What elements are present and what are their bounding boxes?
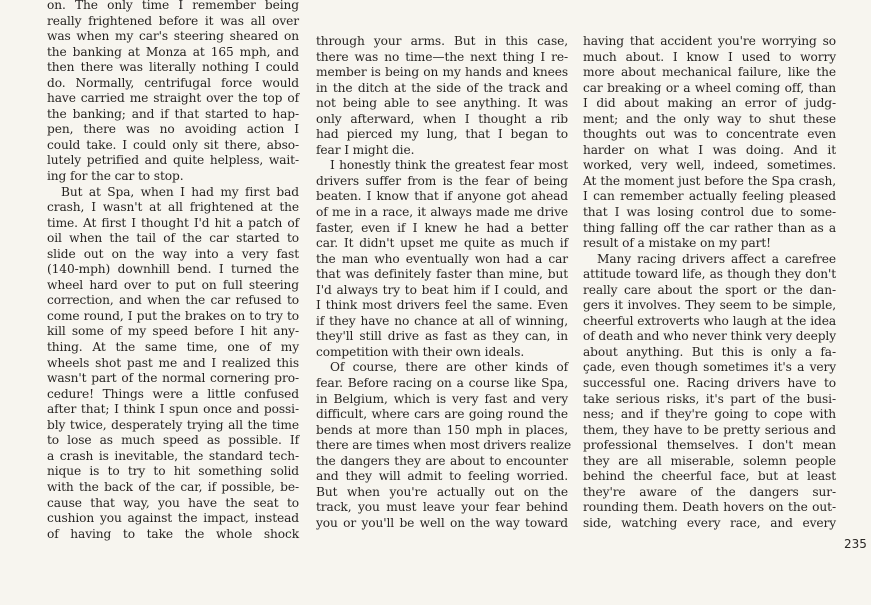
- text-line: bly twice, desperately trying all the time: [47, 417, 299, 432]
- text-line: through your arms. But in this case,: [316, 34, 568, 48]
- text-line: çade, even though sometimes it's a very: [583, 360, 836, 375]
- text-line: them, they have to be pretty serious and: [583, 422, 836, 437]
- text-line: professional themselves. I don't mean: [583, 438, 836, 453]
- text-line: that was definitely faster than mine, but: [316, 267, 568, 282]
- text-line: wheel hard over to put on full steering: [47, 277, 299, 292]
- text-line: you or you'll be well on the way toward: [316, 515, 568, 530]
- text-line: and they will admit to feeling worried.: [316, 469, 568, 484]
- text-line: to lose as much speed as possible. If: [47, 433, 299, 448]
- text-line: having that accident you're worrying so: [583, 34, 836, 48]
- text-line: Of course, there are other kinds of: [330, 360, 568, 375]
- text-line: ing for the car to stop.: [47, 169, 184, 184]
- text-column-1: [47, 0, 299, 542]
- text-line: ness; and if they're going to cope with: [583, 407, 836, 422]
- text-line: that I was losing control due to some-: [583, 205, 836, 220]
- text-line: behind the cheerful face, but at least: [583, 469, 836, 484]
- text-line: successful one. Racing drivers have to: [583, 376, 836, 391]
- text-line: But at Spa, when I had my first bad: [61, 184, 299, 199]
- text-line: lutely petrified and quite helpless, wait-: [47, 153, 299, 168]
- text-line: oil when the tail of the car started to: [47, 231, 299, 246]
- text-line: the man who eventually won had a car: [316, 251, 568, 266]
- text-line: take serious risks, it's part of the busi-: [583, 391, 836, 406]
- text-line: fear. Before racing on a course like Spa,: [316, 376, 568, 391]
- text-line: come round, I put the brakes on to try to: [47, 308, 299, 323]
- text-line: correction, and when the car refused to: [47, 293, 299, 308]
- text-line: I'd always try to beat him if I could, and: [316, 282, 568, 297]
- text-line: difficult, where cars are going round the: [316, 407, 568, 422]
- text-line: bends at more than 150 mph in places,: [316, 422, 568, 437]
- text-line: in Belgium, which is very fast and very: [316, 391, 568, 406]
- text-line: have carried me straight over the top of: [47, 91, 299, 106]
- text-line: do. Normally, centrifugal force would: [47, 75, 299, 90]
- text-line: more about mechanical failure, like the: [583, 65, 836, 80]
- text-line: (140-mph) downhill bend. I turned the: [47, 262, 299, 277]
- text-line: they're aware of the dangers sur-: [583, 484, 836, 499]
- text-line: was when my car's steering sheared on: [47, 29, 299, 44]
- text-line: after that; I think I spun once and possi-: [47, 402, 299, 417]
- text-line: if they have no chance at all of winning,: [316, 313, 568, 328]
- text-line: really frightened before it was all over: [47, 13, 299, 28]
- text-line: not being able to see anything. It was: [316, 96, 568, 111]
- text-line: thing falling off the car rather than as a: [583, 220, 836, 235]
- text-column-2: [316, 34, 572, 532]
- text-column-3: [583, 34, 836, 532]
- text-line: in the ditch at the side of the track and: [316, 80, 568, 95]
- text-line: there are times when most drivers realize: [316, 438, 572, 453]
- text-line: really care about the sport or the dan-: [583, 282, 836, 297]
- text-line: thing. At the same time, one of my: [47, 340, 299, 355]
- text-line: drivers suffer from is the fear of being: [316, 173, 568, 188]
- text-line: slide out on the way into a very fast: [47, 246, 299, 261]
- text-line: nique is to try to hit something solid: [47, 464, 299, 479]
- text-line: only afterward, when I thought a rib: [316, 111, 568, 126]
- text-line: there was no time—the next thing I re-: [316, 49, 568, 64]
- text-line: ment; and the only way to shut these: [583, 111, 836, 126]
- page-number: 235: [844, 537, 867, 551]
- text-line: result of a mistake on my part!: [583, 236, 771, 251]
- text-line: attitude toward life, as though they don't: [583, 267, 836, 282]
- text-line: fear I might die.: [316, 142, 415, 157]
- text-line: But when you're actually out on the: [316, 484, 568, 499]
- text-line: I did about making an error of judg-: [583, 96, 836, 111]
- text-line: they'll still drive as fast as they can, in: [316, 329, 568, 344]
- text-line: had pierced my lung, that I began to: [316, 127, 568, 142]
- text-line: car. It didn't upset me quite as much if: [316, 236, 568, 251]
- text-line: of me in a race, it always made me drive: [316, 205, 568, 220]
- text-line: with the back of the car, if possible, be-: [47, 479, 299, 494]
- text-line: wheels shot past me and I realized this: [47, 355, 299, 370]
- text-line: time. At first I thought I'd hit a patch of: [47, 215, 299, 230]
- text-line: side, watching every race, and every: [583, 515, 836, 530]
- text-line: of death and who never think very deeply: [583, 329, 837, 344]
- text-line: harder on what I was doing. And it: [583, 142, 836, 157]
- text-line: thoughts out was to concentrate even: [583, 127, 836, 142]
- text-line: of having to take the whole shock: [47, 526, 299, 541]
- text-line: much about. I know I used to worry: [583, 49, 836, 64]
- text-line: kill some of my speed before I hit any-: [47, 324, 299, 339]
- text-line: cause that way, you have the seat to: [47, 495, 299, 510]
- text-line: competition with their own ideals.: [316, 344, 525, 359]
- text-line: cushion you against the impact, instead: [47, 511, 299, 526]
- text-line: cheerful extroverts who laugh at the idea: [583, 313, 836, 328]
- text-line: a crash is inevitable, the standard tech-: [47, 448, 299, 463]
- text-line: wasn't part of the normal cornering pro-: [47, 371, 299, 386]
- text-line: beaten. I know that if anyone got ahead: [316, 189, 568, 204]
- text-line: could take. I could only sit there, abso-: [47, 137, 299, 152]
- text-line: then there was literally nothing I could: [47, 60, 299, 75]
- text-line: car breaking or a wheel coming off, than: [583, 80, 836, 95]
- text-line: the dangers they are about to encounter: [316, 453, 568, 468]
- text-line: they are all miserable, solemn people: [583, 453, 836, 468]
- text-line: Many racing drivers affect a carefree: [597, 251, 836, 266]
- text-line: I honestly think the greatest fear most: [330, 158, 568, 173]
- text-line: worked, very well, indeed, sometimes.: [583, 158, 836, 173]
- text-line: I can remember actually feeling pleased: [583, 189, 836, 204]
- text-line: faster, even if I knew he had a better: [316, 220, 568, 235]
- text-line: the banking at Monza at 165 mph, and: [47, 44, 299, 59]
- text-line: I think most drivers feel the same. Even: [316, 298, 568, 313]
- text-line: pen, there was no avoiding action I: [47, 122, 299, 137]
- text-line: track, you must leave your fear behind: [316, 500, 568, 515]
- text-line: cedure! Things were a little confused: [47, 386, 299, 401]
- text-line: rounding them. Death hovers on the out-: [583, 500, 836, 515]
- text-line: crash, I wasn't at all frightened at the: [47, 200, 299, 215]
- text-line: member is being on my hands and knees: [316, 65, 568, 80]
- text-line: gers it involves. They seem to be simple,: [583, 298, 836, 313]
- text-line: At the moment just before the Spa crash,: [583, 173, 836, 188]
- text-line: the banking; and if that started to hap-: [47, 106, 299, 121]
- text-line: about anything. But this is only a fa-: [583, 344, 836, 359]
- text-line: on. The only time I remember being: [47, 0, 299, 12]
